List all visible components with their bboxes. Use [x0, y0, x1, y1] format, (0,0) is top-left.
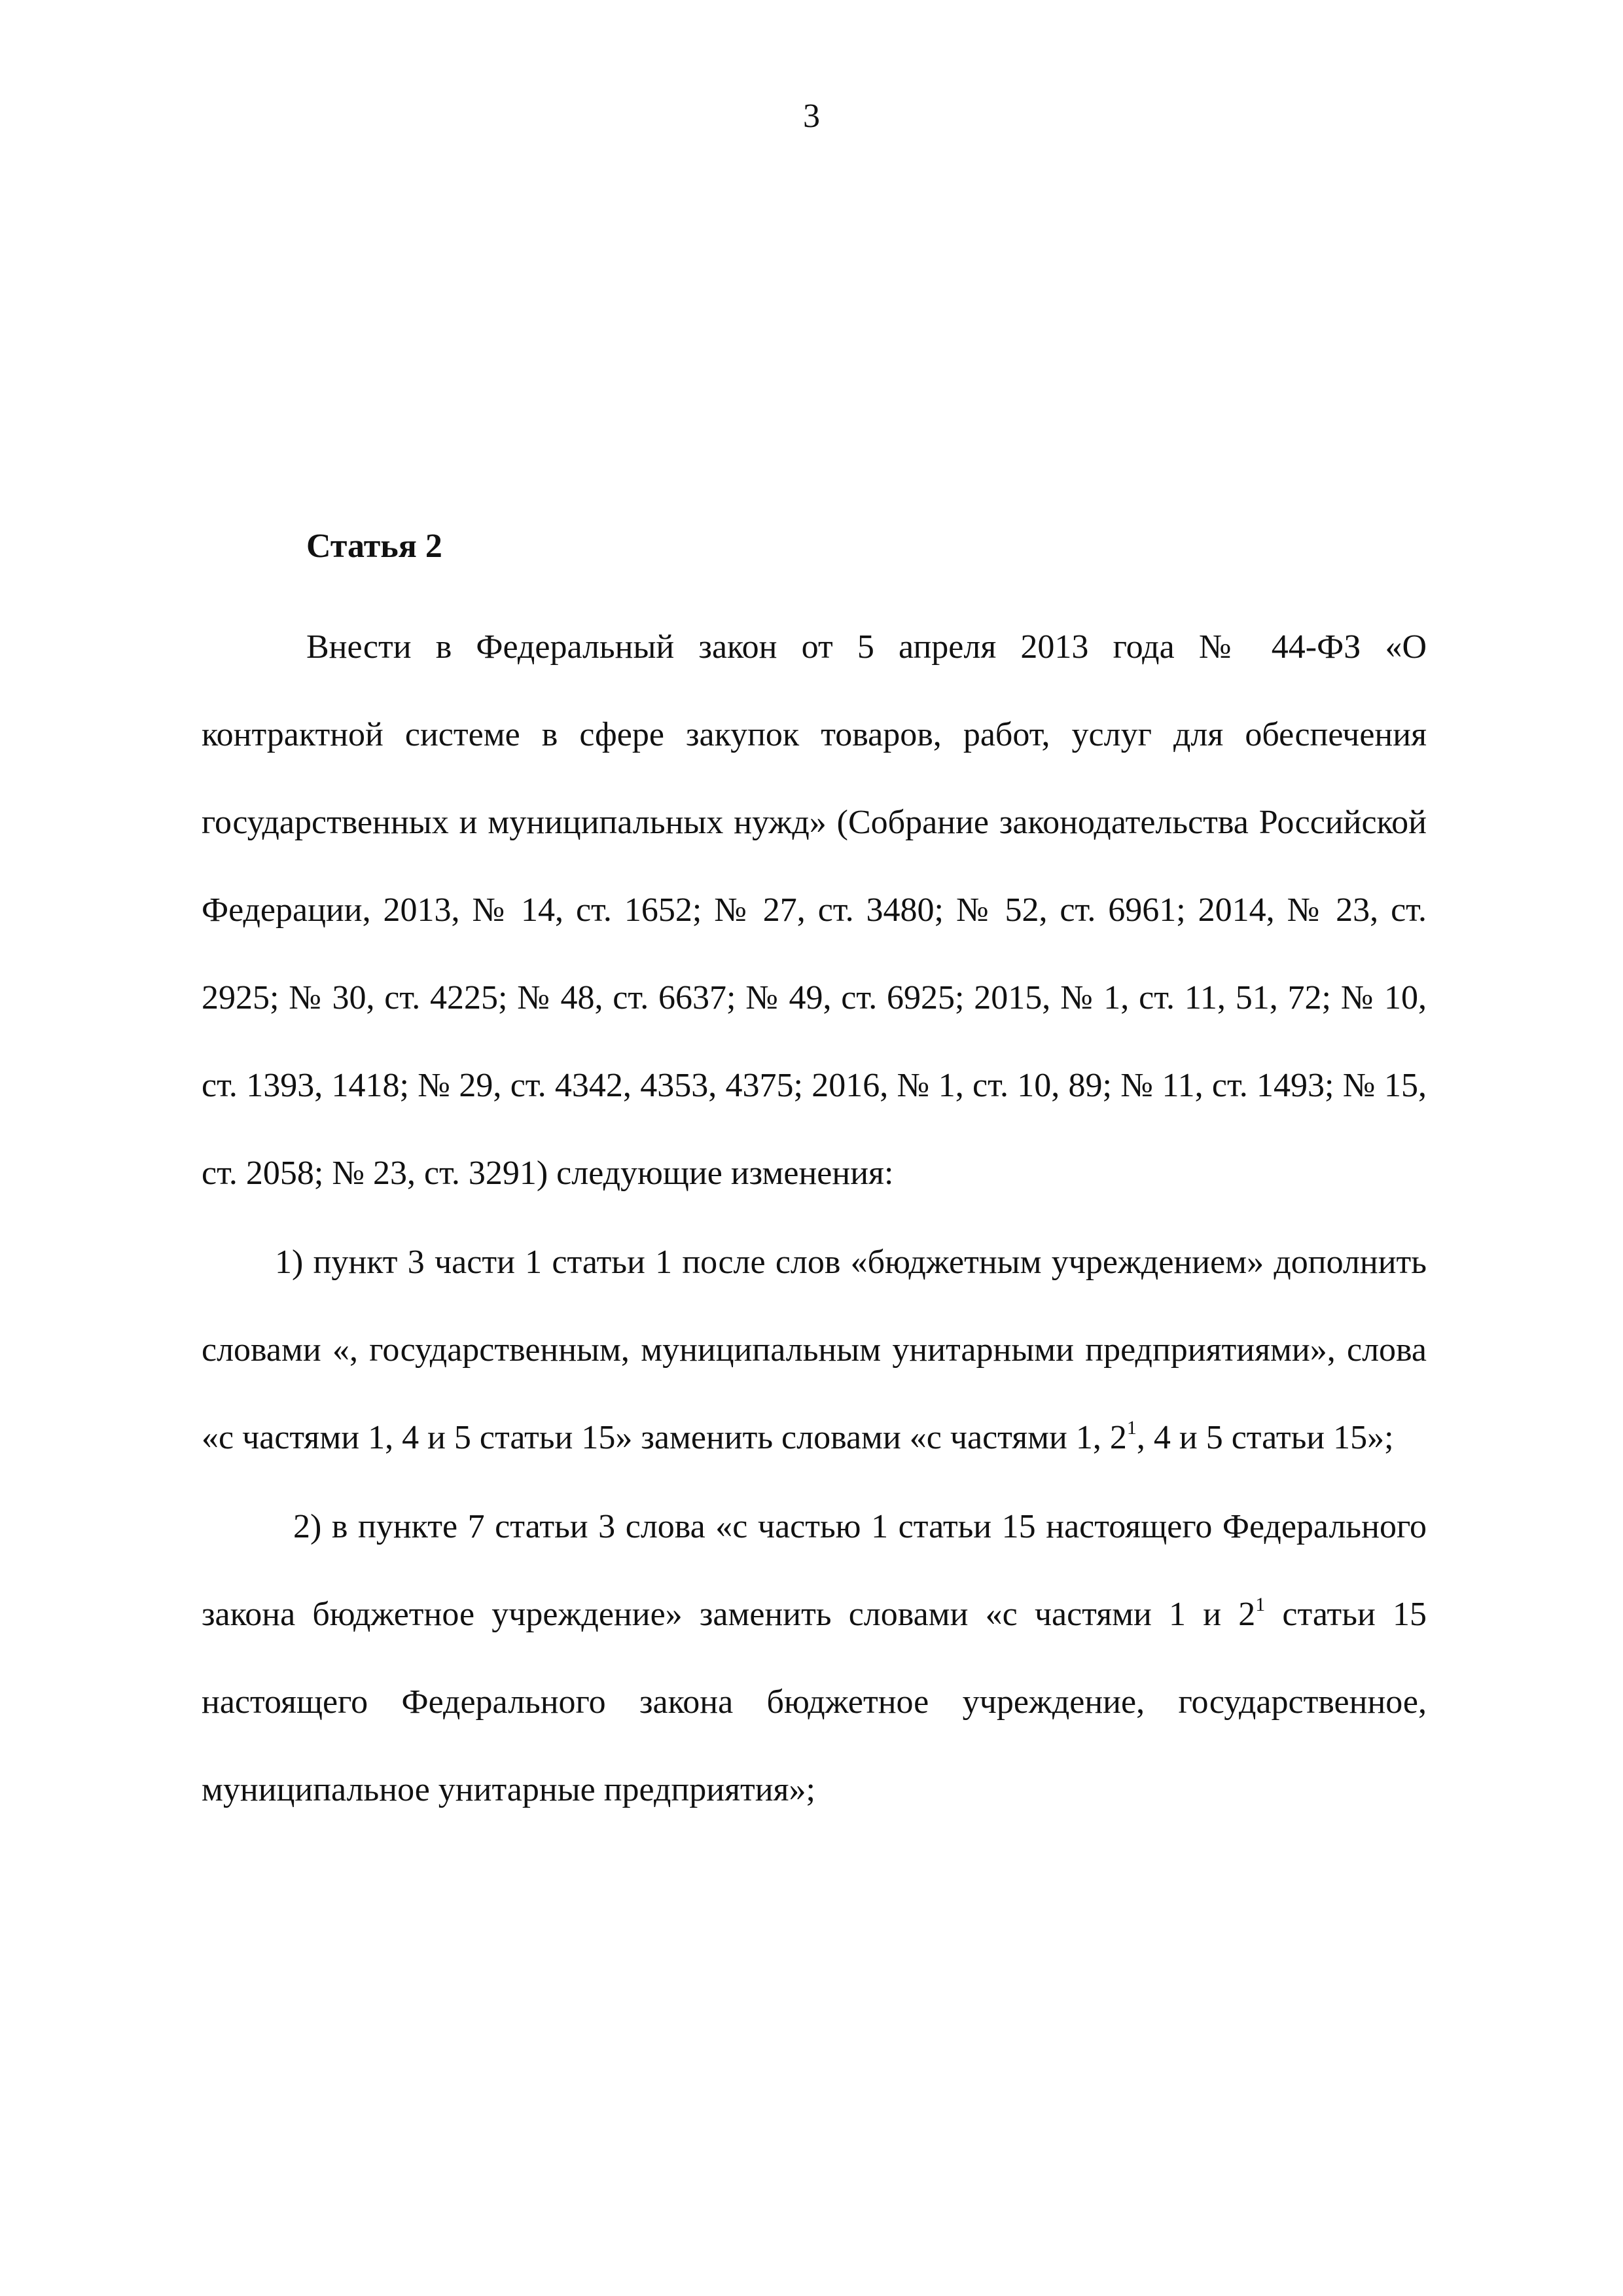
document-body — [202, 527, 1427, 1834]
amendment-item-1-text-end: , 4 и 5 статьи 15»; — [1136, 1419, 1394, 1456]
article-title: Статья 2 — [306, 528, 442, 565]
amendment-item-1-text: 1) пункт 3 части 1 статьи 1 после слов «бюджетным учреждением» дополнить словами «, государственным, муниципальным унитарными предприятиями», слова «с частями 1, 4 и 5 статьи 15» заменить словами «с частями 1, 2 — [202, 1244, 1427, 1456]
page-number: 3 — [803, 98, 820, 135]
article-intro-paragraph: Внести в Федеральный закон от 5 апреля 2013 года № 44-ФЗ «О контрактной системе в сфере закупок товаров, работ, услуг для обеспечения государственных и муниципальных нужд» (Собрание законодательства Российской Федерации, 2013, № 14, ст. 1652; № 27, ст. 3480; № 52, ст. 6961; 2014, № 23, ст. 2925; № 30, ст. 4225; № 48, ст. 6637; № 49, ст. 6925; 2015, № 1, ст. 11, 51, 72; № 10, ст. 1393, 1418; № 29, ст. 4342, 4353, 4375; 2016, № 1, ст. 10, 89; № 11, ст. 1493; № 15, ст. 2058; № 23, ст. 3291) следующие изменения: — [202, 628, 1427, 1192]
amendment-item-1 — [202, 1219, 1427, 1482]
amendment-item-2-superscript: 1 — [1255, 1594, 1266, 1615]
amendment-item-1-superscript: 1 — [1126, 1417, 1137, 1439]
amendment-item-2 — [202, 1483, 1427, 1834]
amendment-item-2-text-end: статьи 15 настоящего Федерального закона бюджетное учреждение, государственное, муниципальное унитарные предприятия»; — [202, 1596, 1427, 1808]
amendment-item-2-text: 2) в пункте 7 статьи 3 слова «с частью 1 статьи 15 настоящего Федерального закона бюджетное учреждение» заменить словами «с частями 1 и 2 — [202, 1508, 1427, 1633]
